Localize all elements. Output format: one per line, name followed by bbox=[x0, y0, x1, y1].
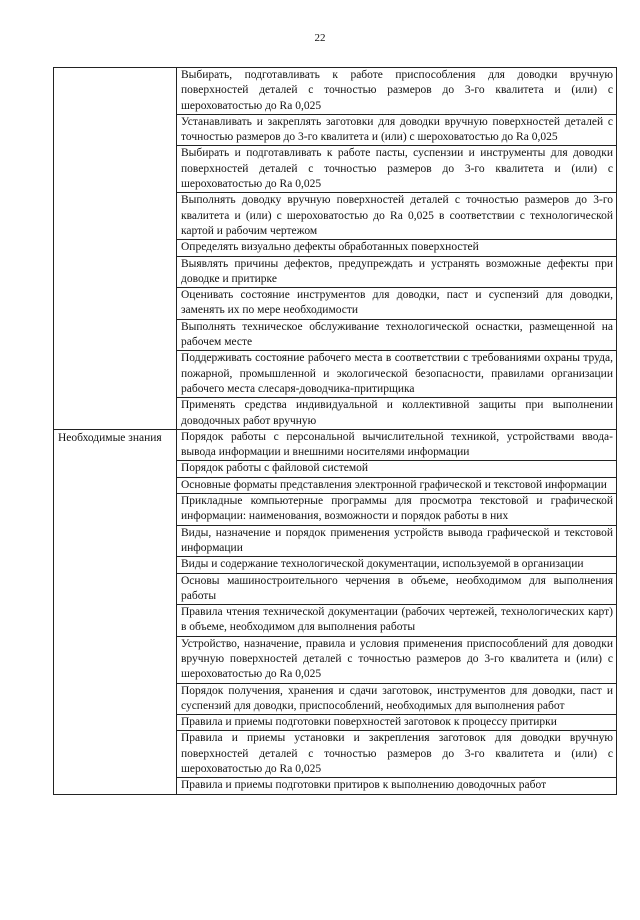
list-item: Устройство, назначение, правила и условия применения приспособлений для доводки вручную поверхностей деталей с точностью размеров до 3-го квалитета и (или) с шероховатостью до Ra 0,025 bbox=[177, 636, 616, 683]
table-row bbox=[54, 68, 617, 430]
list-item: Виды, назначение и порядок применения устройств вывода графической и текстовой информации bbox=[177, 525, 616, 557]
list-item: Правила чтения технической документации (рабочих чертежей, технологических карт) в объеме, необходимом для выполнения работы bbox=[177, 604, 616, 636]
list-item: Устанавливать и закреплять заготовки для доводки вручную поверхностей деталей с точностью размеров до 3-го квалитета и (или) с шероховатостью до Ra 0,025 bbox=[177, 114, 616, 146]
list-item: Порядок работы с файловой системой bbox=[177, 460, 616, 476]
list-item: Оценивать состояние инструментов для доводки, паст и суспензий для доводки, заменять их по мере необходимости bbox=[177, 287, 616, 319]
list-item: Правила и приемы подготовки притиров к выполнению доводочных работ bbox=[177, 777, 616, 793]
row-items-cell bbox=[177, 68, 617, 430]
list-item: Применять средства индивидуальной и коллективной защиты при выполнении доводочных работ вручную bbox=[177, 397, 616, 429]
row-label: Необходимые знания bbox=[58, 431, 162, 444]
list-item: Правила и приемы подготовки поверхностей заготовок к процессу притирки bbox=[177, 714, 616, 730]
table-row bbox=[54, 429, 617, 794]
list-item: Определять визуально дефекты обработанных поверхностей bbox=[177, 239, 616, 255]
list-item: Порядок работы с персональной вычислительной техникой, устройствами ввода-вывода информации и внешними носителями информации bbox=[181, 430, 613, 459]
list-item: Поддерживать состояние рабочего места в соответствии с требованиями охраны труда, пожарной, промышленной и экологической безопасности, правилами организации рабочего места слесаря-доводчика-притирщика bbox=[177, 350, 616, 397]
list-item: Выбирать и подготавливать к работе пасты, суспензии и инструменты для доводки поверхностей деталей с точностью размеров до 3-го квалитета и (или) с шероховатостью до Ra 0,025 bbox=[177, 145, 616, 192]
list-item: Правила и приемы установки и закрепления заготовок для доводки вручную поверхностей деталей с точностью размеров до 3-го квалитета и (или) с шероховатостью до Ra 0,025 bbox=[177, 730, 616, 777]
list-item: Основы машиностроительного черчения в объеме, необходимом для выполнения работы bbox=[177, 573, 616, 605]
row-items-cell bbox=[177, 429, 617, 794]
row-label bbox=[54, 68, 176, 70]
requirements-table bbox=[53, 67, 617, 795]
list-item: Выбирать, подготавливать к работе приспособления для доводки вручную поверхностей деталей с точностью размеров до 3-го квалитета и (или) с шероховатостью до Ra 0,025 bbox=[181, 69, 613, 112]
list-item: Выполнять доводку вручную поверхностей деталей с точностью размеров до 3-го квалитета и (или) с шероховатостью до Ra 0,025 в соответствии с технологической картой и рабочим чертежом bbox=[177, 192, 616, 239]
table-body bbox=[54, 68, 617, 795]
list-item: Виды и содержание технологической документации, используемой в организации bbox=[177, 556, 616, 572]
list-item: Порядок получения, хранения и сдачи заготовок, инструментов для доводки, паст и суспензий для доводки, приспособлений, необходимых для выполнения работ bbox=[177, 683, 616, 715]
row-label-cell bbox=[54, 68, 177, 430]
list-item: Основные форматы представления электронной графической и текстовой информации bbox=[177, 477, 616, 493]
list-item: Выполнять техническое обслуживание технологической оснастки, размещенной на рабочем месте bbox=[177, 319, 616, 351]
page-number: 22 bbox=[314, 32, 326, 44]
list-item: Выявлять причины дефектов, предупреждать и устранять возможные дефекты при доводке и притирке bbox=[177, 256, 616, 288]
row-label-cell bbox=[54, 429, 177, 794]
list-item: Прикладные компьютерные программы для просмотра текстовой и графической информации: наименования, возможности и порядок работы в них bbox=[177, 493, 616, 525]
